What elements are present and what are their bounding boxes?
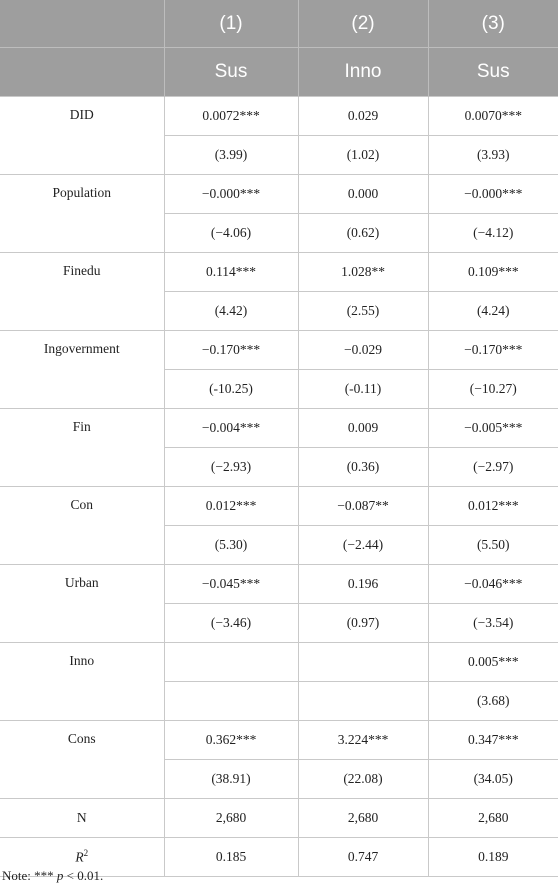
n-value: 2,680: [164, 799, 298, 838]
coef-cell: −0.087**: [298, 487, 428, 526]
header-corner: [0, 0, 164, 48]
coef-cell: 0.0072***: [164, 97, 298, 136]
coef-cell: −0.005***: [428, 409, 558, 448]
r2-value: 0.189: [428, 838, 558, 877]
coef-row: [0, 721, 558, 760]
coef-cell: −0.046***: [428, 565, 558, 604]
coef-cell: 0.000: [298, 175, 428, 214]
coef-cell: 0.009: [298, 409, 428, 448]
tstat-cell: (−3.46): [164, 604, 298, 643]
tstat-cell: (1.02): [298, 136, 428, 175]
tstat-cell: (22.08): [298, 760, 428, 799]
coef-row: [0, 643, 558, 682]
tstat-cell: (5.50): [428, 526, 558, 565]
r2-value: 0.185: [164, 838, 298, 877]
row-label: Con: [0, 487, 164, 565]
tstat-cell: (5.30): [164, 526, 298, 565]
table-note: [2, 868, 103, 884]
coef-row: [0, 175, 558, 214]
coef-row: [0, 253, 558, 292]
row-label: Inno: [0, 643, 164, 721]
coef-cell: 0.196: [298, 565, 428, 604]
tstat-cell: (3.99): [164, 136, 298, 175]
tstat-cell: (−4.12): [428, 214, 558, 253]
coef-cell: 0.029: [298, 97, 428, 136]
coef-cell: −0.029: [298, 331, 428, 370]
coef-cell: −0.170***: [164, 331, 298, 370]
tstat-cell: (-10.25): [164, 370, 298, 409]
tstat-cell: (4.24): [428, 292, 558, 331]
coef-cell: 0.005***: [428, 643, 558, 682]
tstat-cell: (-0.11): [298, 370, 428, 409]
tstat-cell: (0.62): [298, 214, 428, 253]
row-label: Population: [0, 175, 164, 253]
coef-cell: −0.000***: [164, 175, 298, 214]
tstat-cell: (−4.06): [164, 214, 298, 253]
coef-cell: −0.045***: [164, 565, 298, 604]
coef-cell: 0.0070***: [428, 97, 558, 136]
tstat-cell: (−2.44): [298, 526, 428, 565]
coef-cell: 0.109***: [428, 253, 558, 292]
row-label: Urban: [0, 565, 164, 643]
tstat-cell: (38.91): [164, 760, 298, 799]
header-model-2: (2): [298, 0, 428, 48]
coef-row: [0, 409, 558, 448]
n-row: [0, 799, 558, 838]
tstat-cell: (−3.54): [428, 604, 558, 643]
row-label: DID: [0, 97, 164, 175]
r2-value: 0.747: [298, 838, 428, 877]
coef-cell: 0.347***: [428, 721, 558, 760]
note-suffix: < 0.01.: [63, 868, 104, 883]
coef-cell: 1.028**: [298, 253, 428, 292]
coef-row: [0, 487, 558, 526]
tstat-cell: (4.42): [164, 292, 298, 331]
header-depvar-1: Sus: [164, 48, 298, 97]
tstat-cell: (0.36): [298, 448, 428, 487]
note-prefix: Note: ***: [2, 868, 57, 883]
coef-row: [0, 331, 558, 370]
n-value: 2,680: [298, 799, 428, 838]
row-label: Cons: [0, 721, 164, 799]
header-corner-2: [0, 48, 164, 97]
header-depvar-3: Sus: [428, 48, 558, 97]
tstat-cell: (−2.97): [428, 448, 558, 487]
header-model-1: (1): [164, 0, 298, 48]
coef-cell: 0.012***: [428, 487, 558, 526]
row-label: N: [0, 799, 164, 838]
coef-cell: [164, 643, 298, 682]
tstat-cell: (−10.27): [428, 370, 558, 409]
header-row-dependent-vars: [0, 48, 558, 97]
coef-cell: 0.362***: [164, 721, 298, 760]
coef-cell: −0.000***: [428, 175, 558, 214]
table-header: [0, 0, 558, 97]
tstat-cell: (−2.93): [164, 448, 298, 487]
header-model-3: (3): [428, 0, 558, 48]
n-value: 2,680: [428, 799, 558, 838]
coef-cell: [298, 643, 428, 682]
row-label: Finedu: [0, 253, 164, 331]
row-label: Fin: [0, 409, 164, 487]
coef-cell: −0.004***: [164, 409, 298, 448]
table-body: [0, 97, 558, 877]
coef-cell: 0.012***: [164, 487, 298, 526]
tstat-cell: (34.05): [428, 760, 558, 799]
tstat-cell: (0.97): [298, 604, 428, 643]
coef-cell: −0.170***: [428, 331, 558, 370]
row-label: Ingovernment: [0, 331, 164, 409]
tstat-cell: [298, 682, 428, 721]
r2-label-sup: 2: [83, 848, 89, 859]
coef-row: [0, 97, 558, 136]
coef-cell: 3.224***: [298, 721, 428, 760]
header-row-model-numbers: [0, 0, 558, 48]
header-depvar-2: Inno: [298, 48, 428, 97]
coef-cell: 0.114***: [164, 253, 298, 292]
tstat-cell: (2.55): [298, 292, 428, 331]
note-p: p: [56, 868, 64, 883]
tstat-cell: (3.68): [428, 682, 558, 721]
r2-label-base: R: [75, 849, 84, 865]
tstat-cell: [164, 682, 298, 721]
coef-row: [0, 565, 558, 604]
tstat-cell: (3.93): [428, 136, 558, 175]
